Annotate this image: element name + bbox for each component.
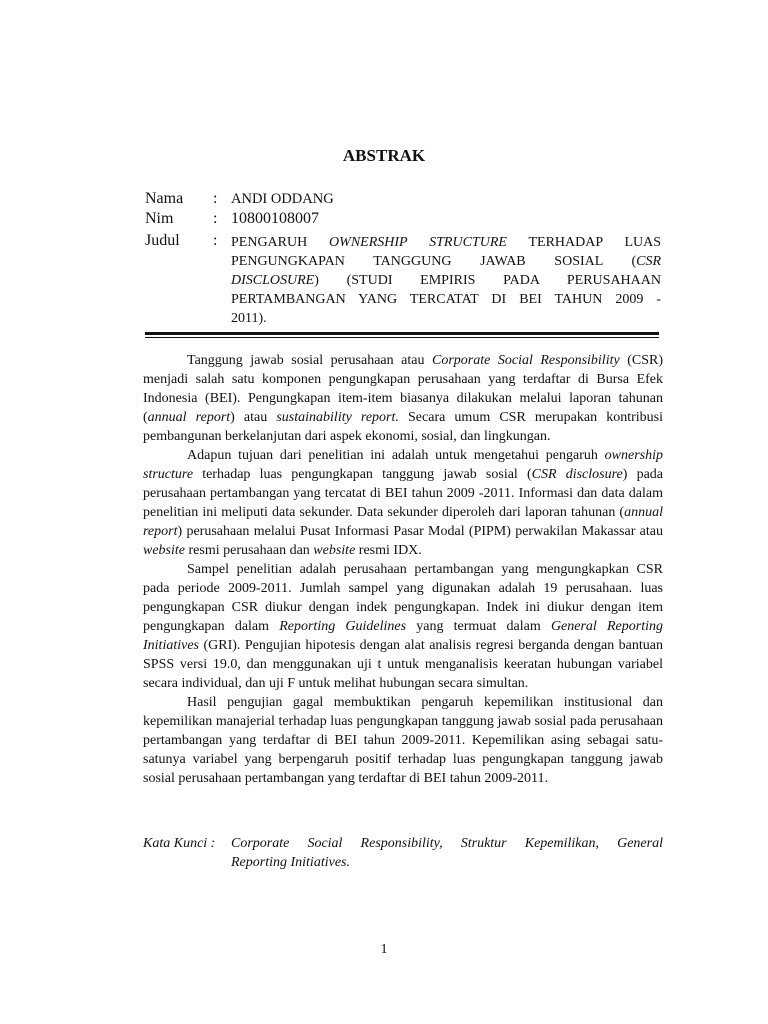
paragraph-4 bbox=[143, 693, 663, 788]
paragraph-1 bbox=[143, 351, 663, 446]
p2-a: Adapun tujuan dari penelitian ini adalah untuk mengetahui pengaruh bbox=[187, 448, 605, 463]
judul-line-1 bbox=[231, 233, 661, 252]
meta-nama-colon: : bbox=[213, 190, 218, 207]
p2-j: website bbox=[313, 543, 356, 558]
judul-line-3b: ) (STUDI EMPIRIS PADA PERUSAHAAN bbox=[314, 273, 661, 288]
p3-c: yang termuat dalam bbox=[406, 619, 551, 634]
p3-e: (GRI). Pengujian hipotesis dengan alat analisis regresi berganda dengan bantuan SPSS versi 19.0, dan menggunakan uji t untuk menganalisis keeratan hubungan variabel secara individual, dan uji F untuk melihat hubungan secara simultan. bbox=[143, 638, 663, 691]
p2-i: resmi perusahaan dan bbox=[185, 543, 314, 558]
meta-judul-value bbox=[231, 233, 661, 328]
meta-nim-value: 10800108007 bbox=[231, 210, 319, 227]
judul-line-4: PERTAMBANGAN YANG TERCATAT DI BEI TAHUN 2009 - bbox=[231, 292, 661, 307]
p1-g: Secara umum CSR merupakan kontribusi pembangunan berkelanjutan dari aspek ekonomi, sosial, dan lingkungan. bbox=[143, 410, 663, 444]
p2-f: annual report bbox=[143, 505, 663, 539]
p3-d: General Reporting Initiatives bbox=[143, 619, 663, 653]
paragraph-3 bbox=[143, 560, 663, 693]
page-title: ABSTRAK bbox=[342, 146, 426, 165]
judul-line-2 bbox=[231, 252, 661, 271]
p2-b: ownership structure bbox=[143, 448, 663, 482]
p2-k: resmi IDX. bbox=[355, 543, 422, 558]
meta-judul-label: Judul bbox=[145, 232, 180, 249]
meta-judul-colon: : bbox=[213, 232, 218, 249]
p2-d: CSR disclosure bbox=[531, 467, 623, 482]
p2-g: ) perusahaan melalui Pusat Informasi Pasar Modal (PIPM) perwakilan Makassar atau bbox=[177, 524, 663, 539]
p3-b: Reporting Guidelines bbox=[279, 619, 407, 634]
p1-b: Corporate Social Responsibility bbox=[432, 353, 620, 368]
p1-f: sustainability report. bbox=[276, 410, 399, 425]
p1-e: ) atau bbox=[230, 410, 277, 425]
judul-line-5: 2011). bbox=[231, 311, 267, 326]
keywords-line-1: Corporate Social Responsibility, Struktur Kepemilikan, General bbox=[231, 836, 663, 851]
p4-a: Hasil pengujian gagal membuktikan pengaruh kepemilikan institusional dan kepemilikan manajerial terhadap luas pengungkapan tanggung jawab sosial pada perusahaan pertambangan yang terdaftar di BEI tahun 2009-2011. Kepemilikan asing sebagai satu-satunya variabel yang berpengaruh positif terhadap luas pengungkapan tanggung jawab sosial perusahaan pertambangan yang terdaftar di BEI tahun 2009-2011. bbox=[143, 695, 663, 786]
judul-line-1a: PENGARUH bbox=[231, 235, 330, 250]
p1-c: (CSR) menjadi salah satu komponen pengungkapan perusahaan yang terdaftar di Bursa Efek Indonesia (BEI). Pengungkapan item-item biasanya dilakukan melalui laporan tahunan ( bbox=[143, 353, 664, 425]
p1-d: annual report bbox=[147, 410, 231, 425]
meta-nim-label: Nim bbox=[145, 210, 174, 227]
p2-e: ) pada perusahaan pertambangan yang tercatat di BEI tahun 2009 -2011. Informasi dan data dalam penelitian ini meliputi data sekunder. Data sekunder diperoleh dari laporan tahunan ( bbox=[143, 467, 664, 520]
paragraph-2 bbox=[143, 446, 663, 560]
divider-thick bbox=[145, 332, 659, 335]
p2-c: terhadap luas pengungkapan tanggung jawab sosial ( bbox=[193, 467, 532, 482]
keywords-label: Kata Kunci : bbox=[143, 836, 216, 851]
p3-a: Sampel penelitian adalah perusahaan pertambangan yang mengungkapkan CSR pada periode 2009-2011. Jumlah sampel yang digunakan adalah 19 perusahaan. luas pengungkapan CSR diukur dengan indek pengungkapan. Indek ini diukur dengan item pengungkapan dalam bbox=[143, 562, 663, 634]
keywords-line-2: Reporting Initiatives. bbox=[231, 855, 350, 870]
judul-line-3 bbox=[231, 271, 661, 290]
meta-nim-colon: : bbox=[213, 210, 218, 227]
page-number: 1 bbox=[380, 942, 388, 957]
p2-h: website bbox=[143, 543, 185, 558]
judul-line-2b: CSR bbox=[636, 254, 661, 269]
divider-thin bbox=[145, 337, 659, 338]
meta-nama-value: ANDI ODDANG bbox=[231, 191, 334, 207]
judul-line-3a: DISCLOSURE bbox=[231, 273, 315, 288]
judul-line-1b: OWNERSHIP STRUCTURE bbox=[329, 235, 507, 250]
p1-a: Tanggung jawab sosial perusahaan atau bbox=[187, 353, 432, 368]
judul-line-1c: TERHADAP LUAS bbox=[506, 235, 662, 250]
keywords-text bbox=[231, 834, 663, 872]
abstract-body bbox=[143, 351, 663, 788]
judul-line-2a: PENGUNGKAPAN TANGGUNG JAWAB SOSIAL ( bbox=[231, 254, 637, 269]
meta-nama-label: Nama bbox=[145, 190, 184, 207]
